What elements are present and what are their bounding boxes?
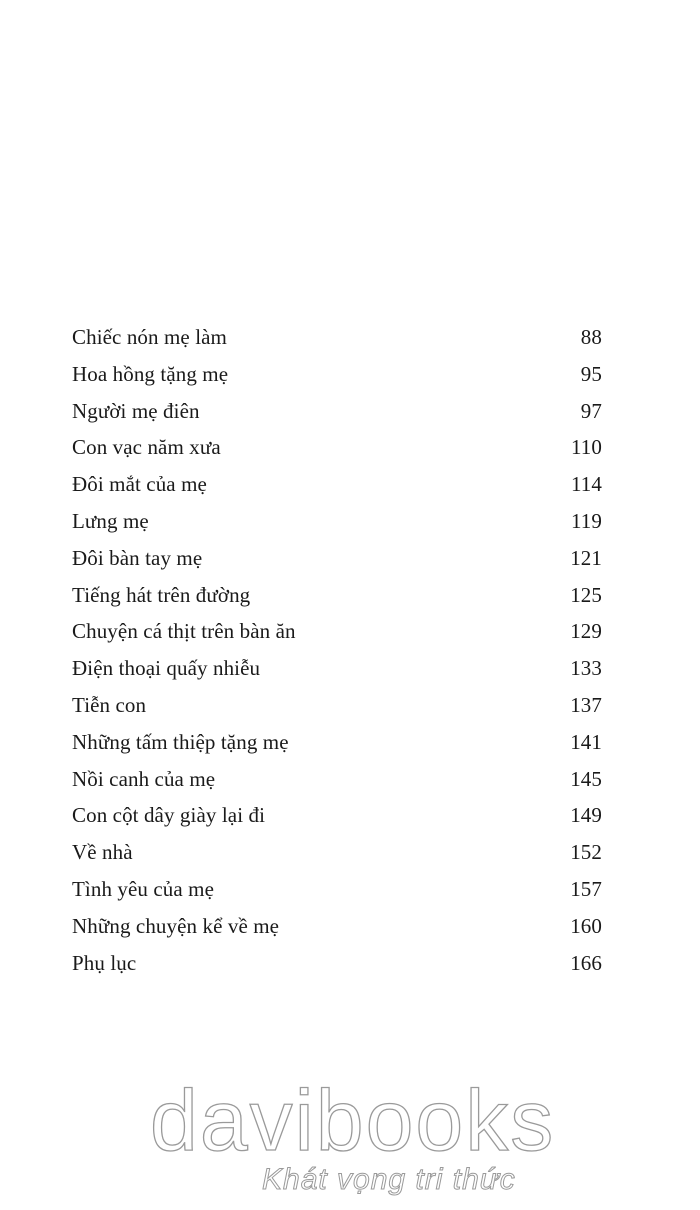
toc-entry-title: Điện thoại quấy nhiễu [72, 656, 261, 681]
toc-entry-title: Lưng mẹ [72, 508, 149, 533]
toc-entry [72, 687, 602, 724]
watermark-brand-name: davibooks [150, 1073, 556, 1169]
toc-entry-title: Tình yêu của mẹ [72, 876, 215, 901]
toc-entry [72, 319, 602, 356]
toc-entry-page-number: 121 [570, 545, 602, 570]
toc-entry-title: Tiếng hát trên đường [72, 582, 251, 607]
toc-entry [72, 871, 602, 908]
toc-entry [72, 761, 602, 798]
toc-entry-title: Tiễn con [72, 692, 147, 717]
toc-entry [72, 613, 602, 650]
toc-entry-page-number: 129 [570, 619, 602, 644]
toc-entry-page-number: 157 [570, 876, 602, 901]
toc-entry-page-number: 97 [580, 398, 602, 423]
toc-entry-title: Những tấm thiệp tặng mẹ [72, 729, 289, 754]
toc-entry-page-number: 125 [570, 582, 602, 607]
toc-entry [72, 393, 602, 430]
toc-entry [72, 577, 602, 614]
toc-entry-page-number: 88 [580, 325, 602, 349]
toc-entry-title: Đôi mắt của mẹ [72, 472, 207, 497]
toc-entry [72, 466, 602, 503]
toc-entry [72, 650, 602, 687]
toc-entry-page-number: 95 [580, 361, 602, 386]
toc-entry-title: Con vạc năm xưa [72, 435, 221, 460]
table-of-contents [72, 319, 602, 981]
toc-entry-page-number: 166 [570, 950, 602, 975]
toc-entry-title: Chiếc nón mẹ làm [72, 325, 227, 349]
toc-entry-title: Người mẹ điên [72, 398, 200, 423]
toc-entry [72, 945, 602, 982]
toc-entry-page-number: 114 [570, 472, 602, 497]
toc-entry-title: Con cột dây giày lại đi [72, 803, 266, 828]
toc-entry-title: Hoa hồng tặng mẹ [72, 361, 229, 386]
watermark-logo [0, 1060, 700, 1210]
toc-entry [72, 834, 602, 871]
toc-entry-title: Những chuyện kể về mẹ [72, 913, 280, 938]
toc-entry [72, 908, 602, 945]
toc-entry-page-number: 141 [570, 729, 602, 754]
toc-entry [72, 429, 602, 466]
toc-entry-title: Phụ lục [72, 950, 137, 975]
toc-entry [72, 540, 602, 577]
toc-entry [72, 724, 602, 761]
toc-entry [72, 356, 602, 393]
toc-entry-title: Về nhà [72, 840, 133, 865]
toc-entry-page-number: 137 [570, 692, 602, 717]
toc-entry [72, 503, 602, 540]
toc-entry-title: Nồi canh của mẹ [72, 766, 216, 791]
toc-entry-page-number: 152 [570, 840, 602, 865]
toc-entry-title: Đôi bàn tay mẹ [72, 545, 203, 570]
toc-entry-page-number: 145 [570, 766, 602, 791]
toc-entry-page-number: 149 [570, 803, 602, 828]
toc-entry-title: Chuyện cá thịt trên bàn ăn [72, 619, 296, 644]
toc-entry-page-number: 160 [570, 913, 602, 938]
toc-entry-page-number: 119 [570, 508, 602, 533]
watermark-slogan: Khát vọng tri thức [262, 1163, 516, 1196]
toc-entry [72, 797, 602, 834]
toc-entry-page-number: 133 [570, 656, 602, 681]
toc-entry-page-number: 110 [570, 435, 602, 460]
